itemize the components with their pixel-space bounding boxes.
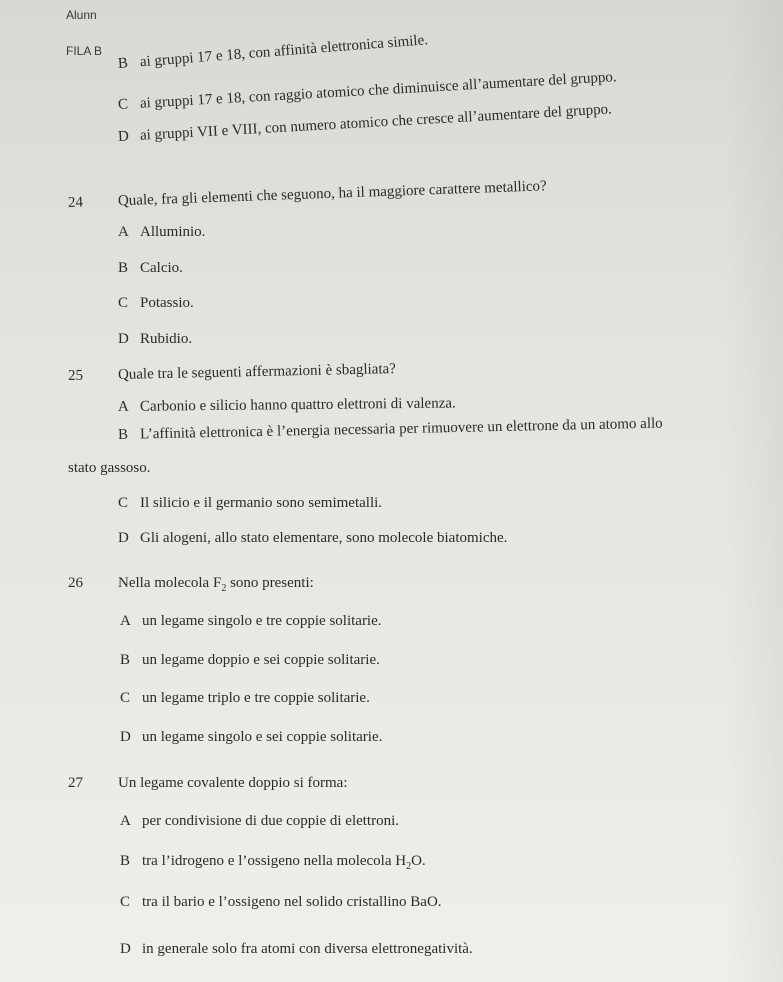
- option-letter: B: [117, 426, 129, 443]
- q27-option-d: [120, 940, 473, 958]
- option-letter: D: [118, 530, 129, 546]
- option-letter: D: [118, 331, 129, 347]
- question-number: 27: [68, 775, 83, 791]
- question-text: Quale tra le seguenti affermazioni è sbagliata?: [117, 361, 397, 383]
- question-27: [68, 774, 348, 792]
- q25-option-c: [118, 494, 382, 512]
- question-26: [68, 574, 314, 592]
- option-letter: B: [120, 853, 131, 869]
- option-letter: B: [120, 652, 131, 668]
- q25-option-b: [118, 415, 663, 444]
- option-text: ai gruppi 17 e 18, con raggio atomico che diminuisce all’aumentare del gruppo.: [139, 69, 618, 112]
- question-text-after: sono presenti:: [226, 575, 314, 591]
- option-text: un legame doppio e sei coppie solitarie.: [142, 652, 380, 668]
- option-text: Gli alogeni, allo stato elementare, sono molecole biatomiche.: [140, 530, 508, 546]
- q25-option-d: [118, 529, 507, 547]
- option-letter: A: [117, 398, 129, 415]
- q26-option-c: [120, 689, 370, 707]
- option-text: Calcio.: [140, 260, 183, 276]
- option-text: in generale solo fra atomi con diversa elettronegatività.: [142, 941, 473, 957]
- option-text: Rubidio.: [140, 331, 193, 347]
- q27-option-a: [120, 812, 399, 830]
- q24-option-d: [118, 330, 192, 348]
- option-letter: A: [118, 224, 129, 240]
- q25-option-a: [118, 394, 456, 416]
- q25-option-b-continuation: stato gassoso.: [68, 460, 151, 476]
- option-text: un legame singolo e sei coppie solitarie.: [142, 729, 383, 745]
- option-letter: D: [117, 128, 130, 145]
- option-letter: C: [118, 495, 129, 511]
- q27-option-c: [120, 893, 442, 911]
- option-text: ai gruppi 17 e 18, con affinità elettronica simile.: [139, 32, 429, 71]
- option-text: Carbonio e silicio hanno quattro elettroni di valenza.: [139, 395, 456, 415]
- student-name-label: Alunn: [66, 8, 97, 22]
- question-25: [68, 360, 396, 385]
- option-text: L’affinità elettronica è l’energia necessaria per rimuovere un elettrone da un atomo allo: [139, 415, 663, 443]
- option-letter: C: [117, 96, 129, 113]
- option-text: per condivisione di due coppie di elettroni.: [142, 813, 400, 829]
- subscript: 2: [221, 583, 227, 594]
- question-number: 24: [67, 194, 84, 211]
- option-text: Alluminio.: [140, 224, 206, 240]
- option-letter: C: [120, 690, 131, 706]
- option-letter: D: [120, 941, 131, 957]
- question-number: 26: [68, 575, 83, 591]
- option-text: tra l’idrogeno e l’ossigeno nella molecola H: [142, 853, 407, 869]
- option-text: tra il bario e l’ossigeno nel solido cristallino BaO.: [142, 894, 442, 910]
- option-letter: B: [118, 260, 129, 276]
- question-text: Quale, fra gli elementi che seguono, ha il maggiore carattere metallico?: [117, 178, 547, 210]
- option-text: Il silicio e il germanio sono semimetalli.: [140, 495, 383, 511]
- version-label: FILA B: [66, 44, 103, 58]
- page-shadow: [723, 0, 783, 982]
- option-text: ai gruppi VII e VIII, con numero atomico che cresce all’aumentare del gruppo.: [139, 101, 613, 144]
- option-text: un legame singolo e tre coppie solitarie.: [142, 613, 382, 629]
- subscript: 2: [406, 861, 412, 872]
- q24-option-b: [118, 259, 183, 277]
- option-text-after: O.: [411, 853, 426, 869]
- option-letter: D: [120, 729, 131, 745]
- option-letter: C: [118, 295, 129, 311]
- question-24: [68, 177, 547, 212]
- option-text: Potassio.: [140, 295, 194, 311]
- q24-option-a: [118, 223, 205, 241]
- option-letter: A: [120, 613, 131, 629]
- question-number: 25: [67, 367, 84, 384]
- option-text: un legame triplo e tre coppie solitarie.: [142, 690, 370, 706]
- q26-option-d: [120, 728, 382, 746]
- q27-option-b: [120, 852, 426, 870]
- q26-option-b: [120, 651, 380, 669]
- option-letter: B: [117, 55, 129, 72]
- option-letter: C: [120, 894, 131, 910]
- question-text: Un legame covalente doppio si forma:: [118, 775, 348, 791]
- q26-option-a: [120, 612, 382, 630]
- prev-option-b: [117, 31, 428, 73]
- question-text: Nella molecola F: [118, 575, 222, 591]
- q24-option-c: [118, 294, 194, 312]
- option-letter: A: [120, 813, 131, 829]
